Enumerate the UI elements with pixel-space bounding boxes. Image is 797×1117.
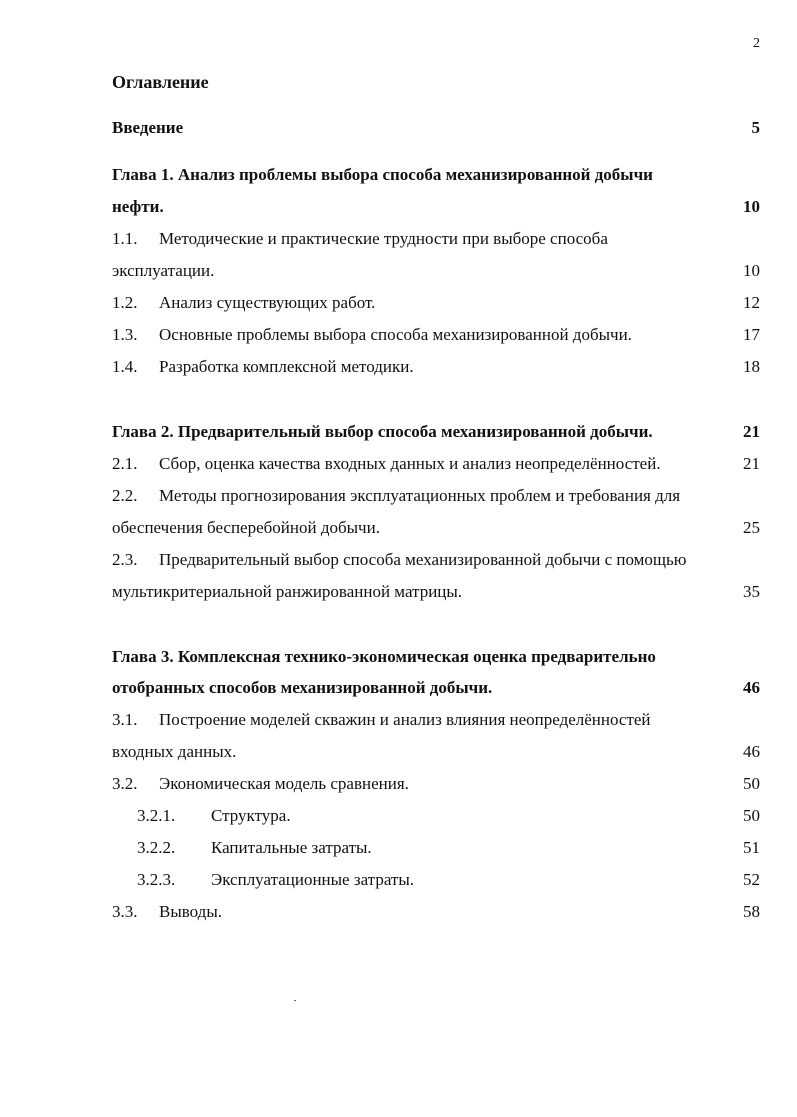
toc-section-number: 1.1. [112, 229, 138, 248]
toc-section-1-2[interactable] [112, 293, 760, 313]
toc-entry-text: Предварительный выбор способа механизированной добычи с помощью [159, 550, 687, 569]
toc-section-2-3-line1[interactable] [112, 550, 760, 570]
toc-section-number: 3.1. [112, 710, 138, 729]
toc-section-3-1-line1[interactable] [112, 710, 760, 730]
toc-chapter-2[interactable] [112, 422, 760, 442]
toc-section-2-3-line2[interactable] [112, 582, 760, 602]
toc-subsection-3-2-3[interactable] [137, 870, 760, 890]
toc-entry-text: Методы прогнозирования эксплуатационных проблем и требования для [159, 486, 681, 505]
toc-entry-page: 10 [743, 197, 760, 216]
toc-entry-text: Введение [112, 118, 184, 137]
toc-chapter-3-line2[interactable] [112, 678, 760, 698]
toc-section-1-4[interactable] [112, 357, 760, 377]
toc-entry-text: отобранных способов механизированной добычи. [112, 678, 493, 697]
toc-title: Оглавление [112, 72, 209, 92]
toc-entry-text: Глава 3. Комплексная технико-экономическая оценка предварительно [112, 647, 656, 666]
toc-entry-page: 18 [743, 357, 760, 376]
toc-section-2-2-line2[interactable] [112, 518, 760, 538]
toc-subsection-3-2-2[interactable] [137, 838, 760, 858]
toc-entry-text: Капитальные затраты. [211, 838, 372, 857]
toc-section-3-3[interactable] [112, 902, 760, 922]
toc-entry-page: 46 [743, 678, 760, 697]
toc-entry-page: 46 [743, 742, 760, 761]
toc-section-number: 3.2. [112, 774, 138, 793]
toc-entry-text: Разработка комплексной методики. [159, 357, 414, 376]
toc-entry-page: 10 [743, 261, 760, 280]
toc-entry-text: Глава 2. Предварительный выбор способа механизированной добычи. [112, 422, 653, 441]
toc-section-number: 2.1. [112, 454, 138, 473]
toc-entry-text: Выводы. [159, 902, 223, 921]
toc-entry-page: 52 [743, 870, 760, 889]
toc-entry-page: 17 [743, 325, 760, 344]
toc-section-number: 1.4. [112, 357, 138, 376]
toc-entry-text: Структура. [211, 806, 291, 825]
toc-entry-text: эксплуатации. [112, 261, 215, 280]
toc-entry-text: мультикритериальной ранжированной матрицы. [112, 582, 463, 601]
toc-section-number: 3.2.1. [137, 806, 176, 825]
toc-section-number: 1.2. [112, 293, 138, 312]
toc-entry-page: 50 [743, 806, 760, 825]
toc-entry-text: Глава 1. Анализ проблемы выбора способа механизированной добычи [112, 165, 653, 184]
toc-entry-intro[interactable] [112, 118, 760, 138]
toc-entry-page: 25 [743, 518, 760, 537]
toc-entry-text: Сбор, оценка качества входных данных и анализ неопределённостей. [159, 454, 661, 473]
toc-entry-text: Эксплуатационные затраты. [211, 870, 415, 889]
toc-entry-page: 50 [743, 774, 760, 793]
toc-subsection-3-2-1[interactable] [137, 806, 760, 826]
toc-section-1-3[interactable] [112, 325, 760, 345]
toc-entry-text: обеспечения бесперебойной добычи. [112, 518, 380, 537]
scan-artifact-dot [294, 1000, 296, 1001]
toc-entry-text: Анализ существующих работ. [159, 293, 376, 312]
toc-section-1-1-line2[interactable] [112, 261, 760, 281]
toc-entry-page: 5 [751, 118, 760, 137]
toc-entry-page: 58 [743, 902, 760, 921]
toc-section-3-1-line2[interactable] [112, 742, 760, 762]
toc-chapter-1-line1[interactable] [112, 165, 760, 185]
toc-section-3-2[interactable] [112, 774, 760, 794]
toc-section-1-1-line1[interactable] [112, 229, 760, 249]
toc-section-number: 3.3. [112, 902, 138, 921]
toc-section-2-1[interactable] [112, 454, 760, 474]
toc-entry-page: 21 [743, 422, 760, 441]
toc-section-number: 1.3. [112, 325, 138, 344]
toc-chapter-1-line2[interactable] [112, 197, 760, 217]
toc-section-number: 3.2.3. [137, 870, 176, 889]
toc-entry-page: 35 [743, 582, 760, 601]
toc-section-number: 2.3. [112, 550, 138, 569]
toc-section-2-2-line1[interactable] [112, 486, 760, 506]
toc-entry-text: Экономическая модель сравнения. [159, 774, 409, 793]
toc-entry-page: 21 [743, 454, 760, 473]
toc-entry-text: входных данных. [112, 742, 237, 761]
toc-entry-text: Построение моделей скважин и анализ влияния неопределённостей [159, 710, 651, 729]
toc-chapter-3-line1[interactable] [112, 647, 760, 667]
toc-entry-page: 12 [743, 293, 760, 312]
toc-entry-text: Основные проблемы выбора способа механизированной добычи. [159, 325, 632, 344]
toc-section-number: 2.2. [112, 486, 138, 505]
toc-entry-text: нефти. [112, 197, 164, 216]
page-number: 2 [753, 36, 760, 51]
toc-entry-page: 51 [743, 838, 760, 857]
toc-section-number: 3.2.2. [137, 838, 176, 857]
toc-entry-text: Методические и практические трудности при выборе способа [159, 229, 608, 248]
